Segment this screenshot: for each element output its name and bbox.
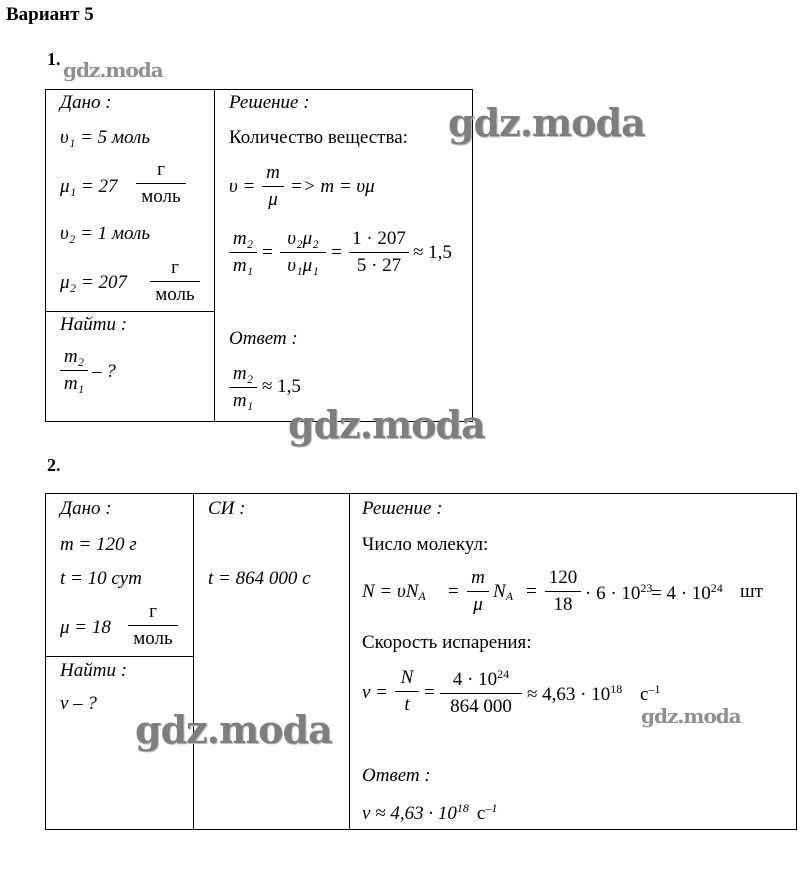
formula-result: ≈ 1,5 <box>413 242 452 263</box>
watermark: gdz.moda <box>288 402 485 447</box>
fraction-denominator: 5 · 27 <box>356 255 402 276</box>
given-mu: μ = 18 <box>60 617 111 638</box>
si-value: t = 864 000 с <box>208 568 311 589</box>
formula-part <box>493 581 513 604</box>
fraction-bar <box>262 186 284 187</box>
fraction-denominator: μ <box>268 189 278 210</box>
solution-header: Решение : <box>229 92 310 113</box>
fraction-bar <box>467 591 489 592</box>
fraction-denominator: моль <box>141 186 181 207</box>
solution-text: Количество вещества: <box>229 127 408 148</box>
formula-superscript: –1 <box>648 682 661 696</box>
formula-part: = <box>448 581 459 602</box>
formula-subscript: A <box>418 589 426 603</box>
unit-fraction <box>128 601 178 650</box>
fraction-denominator: υ₁μ₁ <box>287 255 319 276</box>
formula-part: => m = υμ <box>290 176 375 197</box>
formula-text: ≈ 4,63 · 10 <box>527 684 611 705</box>
fraction-numerator: г <box>149 601 157 622</box>
table-divider <box>193 493 194 830</box>
fraction-denominator: моль <box>155 284 195 305</box>
watermark: gdz.moda <box>448 100 645 145</box>
answer-header: Ответ : <box>229 328 298 349</box>
formula-part <box>651 581 723 605</box>
fraction-bar <box>229 252 257 253</box>
fraction-denominator: m₁ <box>232 255 254 276</box>
fraction-denominator: 864 000 <box>450 696 512 717</box>
fraction-denominator: моль <box>133 628 173 649</box>
fraction-bar <box>280 252 326 253</box>
given-v1: υ₁ = 5 моль <box>60 127 150 148</box>
fraction-bar <box>349 252 409 253</box>
fraction-denominator: 18 <box>553 594 573 615</box>
solution-text: Скорость испарения: <box>362 632 532 653</box>
unit-fraction <box>150 257 200 306</box>
formula-fraction <box>467 567 489 616</box>
answer-result: ≈ 1,5 <box>262 376 301 397</box>
fraction-bar <box>150 281 200 282</box>
formula-text: · 6 · 10 <box>585 583 641 604</box>
fraction-denominator: m₁ <box>232 390 254 411</box>
formula-superscript: 24 <box>497 667 510 681</box>
formula-text: N <box>493 581 506 602</box>
fraction-denominator: t <box>404 694 410 715</box>
page-title: Вариант 5 <box>6 4 94 25</box>
formula-text: N = υN <box>362 581 419 602</box>
fraction-numerator: m <box>266 162 280 183</box>
fraction-bar <box>395 691 419 692</box>
fraction-numerator: υ₂μ₂ <box>287 228 319 249</box>
formula-unit: шт <box>740 581 763 602</box>
find-fraction <box>60 346 88 395</box>
problem-1-number: 1. <box>47 49 61 69</box>
formula-superscript: 24 <box>710 581 723 595</box>
fraction-numerator: m <box>471 567 485 588</box>
formula-text: с <box>476 803 486 824</box>
find-header: Найти : <box>60 314 128 335</box>
formula-part <box>585 581 652 605</box>
given-header: Дано : <box>60 498 112 519</box>
fraction-bar <box>128 625 178 626</box>
table-divider <box>45 311 215 312</box>
fraction-numerator: г <box>171 257 179 278</box>
formula-text: 4 · 10 <box>452 669 498 690</box>
given-t: t = 10 сут <box>60 568 142 589</box>
watermark-small: gdz.moda <box>641 704 741 728</box>
formula-fraction <box>440 667 522 718</box>
fraction-numerator: 1 · 207 <box>352 228 406 249</box>
table-divider <box>349 493 350 830</box>
formula-part: ν = <box>362 682 389 703</box>
formula-part: = <box>526 581 537 602</box>
formula-superscript: 18 <box>456 801 469 815</box>
formula-fraction <box>545 567 581 616</box>
fraction-bar <box>229 387 257 388</box>
fraction-bar <box>545 591 581 592</box>
formula-subscript: A <box>505 589 514 603</box>
given-header: Дано : <box>60 92 112 113</box>
formula-fraction <box>395 667 419 716</box>
fraction-bar <box>136 183 186 184</box>
given-m: m = 120 г <box>60 534 137 555</box>
formula-part: = <box>262 242 273 263</box>
find-text: ν – ? <box>60 693 97 714</box>
given-mu2: μ₂ = 207 <box>60 272 127 293</box>
find-header: Найти : <box>60 660 128 681</box>
si-header: СИ : <box>208 498 246 519</box>
answer-result <box>362 801 497 825</box>
given-mu1: μ₁ = 27 <box>60 176 118 197</box>
find-tail: – ? <box>92 361 116 382</box>
formula-text: с <box>640 684 649 705</box>
fraction-bar <box>60 370 88 371</box>
formula-fraction <box>262 162 284 211</box>
fraction-denominator: μ <box>473 594 483 615</box>
fraction-numerator: 120 <box>548 567 578 588</box>
formula-part: = <box>424 682 435 703</box>
formula-fraction <box>280 228 326 277</box>
formula-fraction <box>229 228 257 277</box>
formula-text: = 4 · 10 <box>651 583 711 604</box>
formula-fraction <box>349 228 409 277</box>
watermark-small: gdz.moda <box>63 58 163 82</box>
formula-superscript: –1 <box>485 801 498 815</box>
formula-result <box>527 682 622 706</box>
fraction-bar <box>440 693 522 694</box>
watermark: gdz.moda <box>135 707 332 752</box>
formula-part: = <box>331 242 342 263</box>
formula-text: ν ≈ 4,63 · 10 <box>362 803 457 824</box>
answer-fraction <box>229 363 257 412</box>
formula-unit <box>640 682 660 706</box>
solution-header: Решение : <box>362 498 443 519</box>
table-divider <box>214 89 215 422</box>
formula-superscript: 18 <box>610 682 623 696</box>
table-divider <box>45 656 194 657</box>
fraction-numerator <box>453 667 509 691</box>
given-v2: υ₂ = 1 моль <box>60 223 150 244</box>
fraction-numerator: m₂ <box>232 228 254 249</box>
fraction-numerator: m₂ <box>63 346 85 367</box>
unit-fraction <box>136 159 186 208</box>
answer-header: Ответ : <box>362 765 431 786</box>
formula-part <box>362 581 426 604</box>
problem-2-number: 2. <box>47 455 61 475</box>
fraction-denominator: m₁ <box>63 373 85 394</box>
fraction-numerator: m₂ <box>232 363 254 384</box>
fraction-numerator: N <box>400 667 414 688</box>
solution-text: Число молекул: <box>362 534 489 555</box>
formula-part: υ = <box>229 176 256 197</box>
fraction-numerator: г <box>157 159 165 180</box>
formula-superscript: 23 <box>640 581 653 595</box>
